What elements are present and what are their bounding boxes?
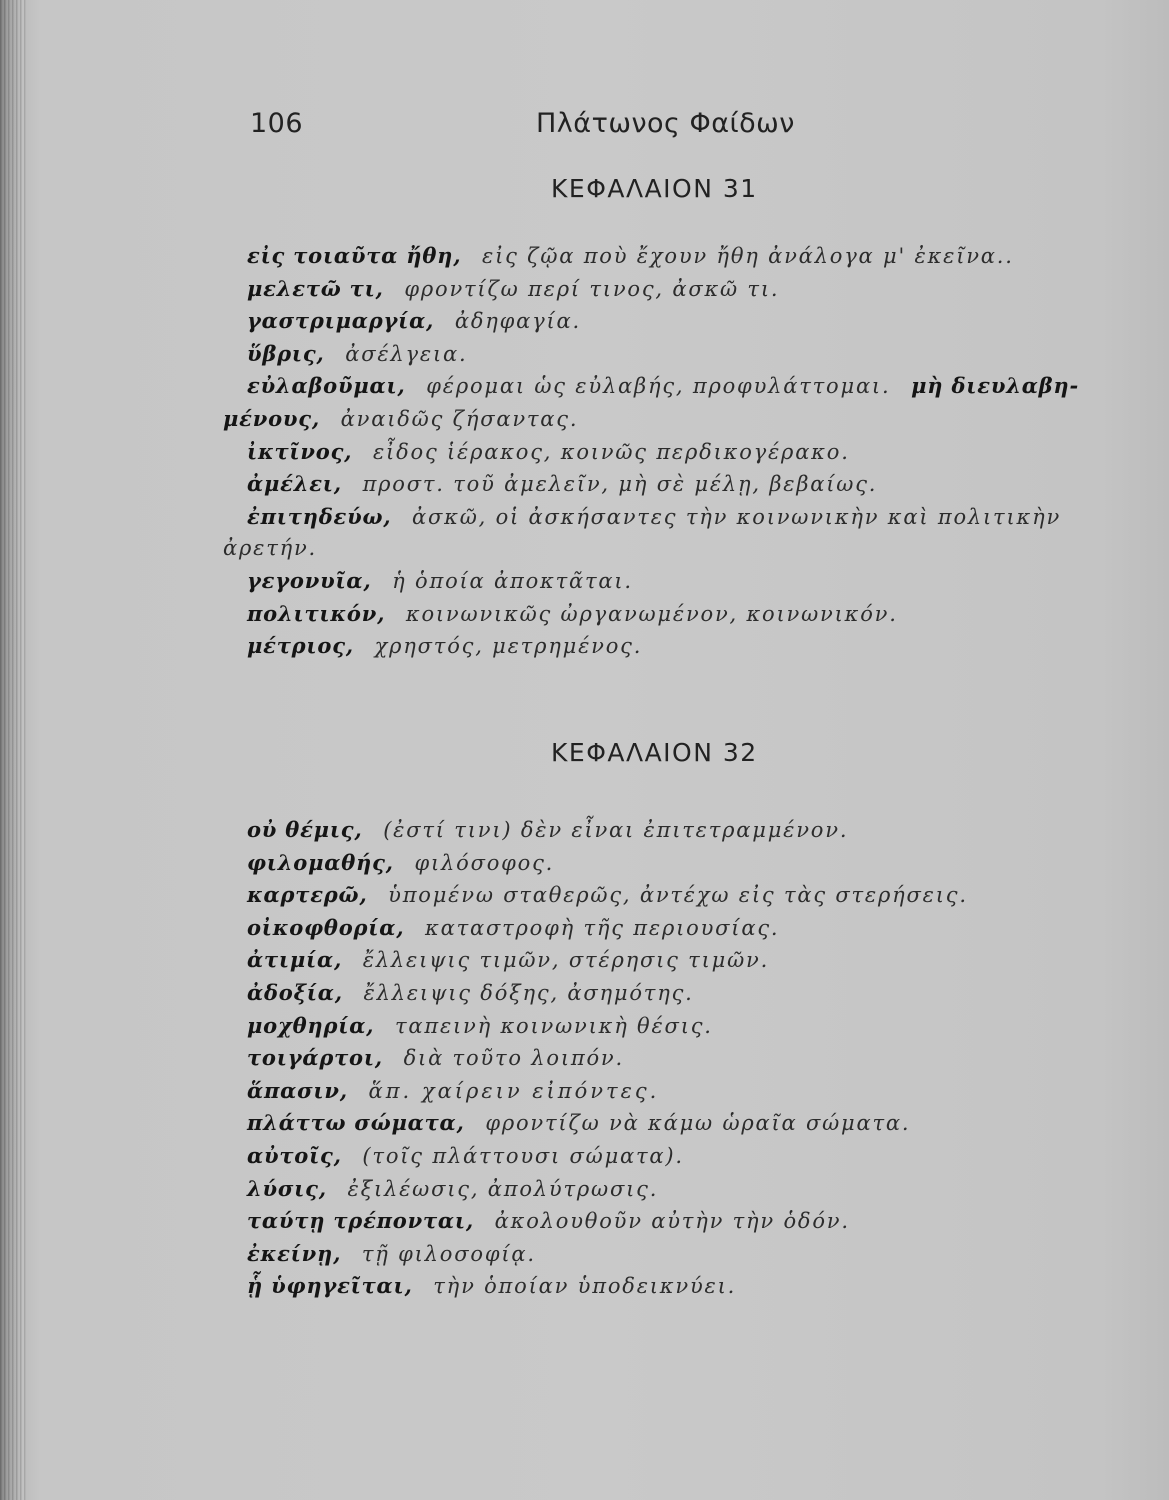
glossary-term: ἰκτῖνος, xyxy=(247,438,353,464)
glossary-definition: ἔλλειψις τιμῶν, στέρησις τιμῶν. xyxy=(362,948,770,973)
glossary-entry xyxy=(0,436,1169,469)
glossary-term: ᾗ ὑφηγεῖται, xyxy=(247,1273,413,1299)
glossary-term: αὐτοῖς, xyxy=(247,1142,342,1168)
glossary-term: εἰς τοιαῦτα ἤθη, xyxy=(247,243,462,268)
glossary-entry xyxy=(0,468,1169,501)
glossary-entry xyxy=(0,977,1169,1010)
glossary-term: ἐπιτηδεύω, xyxy=(247,503,392,529)
chapter-heading-31 xyxy=(0,174,1169,214)
glossary-entry xyxy=(0,814,1169,847)
glossary-definition: φέρομαι ὡς εὐλαβής, προφυλάττομαι. xyxy=(426,374,891,399)
glossary-entry xyxy=(0,305,1169,338)
glossary-list-chapter-31 xyxy=(0,240,1169,663)
glossary-term-secondary: μὴ διευλαβη- xyxy=(911,373,1080,399)
glossary-definition: ἡ ὁποία ἀποκτᾶται. xyxy=(392,568,633,593)
glossary-definition: φροντίζω περί τινος, ἀσκῶ τι. xyxy=(404,276,780,301)
glossary-term: λύσις, xyxy=(247,1175,327,1201)
glossary-term: ἀμέλει, xyxy=(247,471,342,497)
glossary-definition: ἔλλειψις δόξης, ἀσημότης. xyxy=(363,980,694,1005)
glossary-entry xyxy=(0,1075,1169,1108)
glossary-list-chapter-32 xyxy=(0,814,1169,1303)
glossary-definition-continuation: ἀρετήν. xyxy=(223,536,318,561)
glossary-definition: χρηστός, μετρημένος. xyxy=(374,634,643,659)
glossary-entry xyxy=(0,1205,1169,1238)
glossary-definition: ἅπ. χαίρειν εἰπόντες. xyxy=(368,1078,660,1103)
glossary-entry xyxy=(0,1140,1169,1173)
glossary-term: ταύτῃ τρέπονται, xyxy=(247,1208,474,1234)
glossary-term: ὕβρις, xyxy=(247,340,325,366)
glossary-definition: ἐξιλέωσις, ἀπολύτρωσις. xyxy=(347,1176,659,1201)
glossary-definition: προστ. τοῦ ἀμελεῖν, μὴ σὲ μέλῃ, βεβαίως. xyxy=(362,472,878,497)
glossary-definition: εἶδος ἱέρακος, κοινῶς περδικογέρακο. xyxy=(372,439,850,464)
glossary-entry xyxy=(0,598,1169,631)
glossary-definition-continuation: ἀναιδῶς ζήσαντας. xyxy=(340,406,579,431)
glossary-term: οὐ θέμις, xyxy=(247,817,363,842)
glossary-continuation-line xyxy=(223,533,1139,565)
glossary-term: τοιγάρτοι, xyxy=(247,1045,383,1071)
glossary-definition: καταστροφὴ τῆς περιουσίας. xyxy=(425,915,780,940)
running-head xyxy=(0,108,1169,148)
glossary-term: πλάττω σώματα, xyxy=(247,1110,465,1136)
chapter-title: ΚΕΦΑΛΑΙΟΝ 32 xyxy=(551,738,758,767)
chapter-title: ΚΕΦΑΛΑΙΟΝ 31 xyxy=(551,174,758,203)
glossary-term: εὐλαβοῦμαι, xyxy=(247,373,406,399)
glossary-term: γεγονυῖα, xyxy=(247,567,372,593)
glossary-term: ἐκείνῃ, xyxy=(247,1240,342,1266)
glossary-term: πολιτικόν, xyxy=(247,600,386,626)
glossary-entry xyxy=(0,1042,1169,1075)
glossary-entry xyxy=(0,1238,1169,1271)
glossary-term: μοχθηρία, xyxy=(247,1012,375,1038)
glossary-definition: ἀσέλγεια. xyxy=(345,341,468,366)
glossary-entry xyxy=(0,1270,1169,1303)
glossary-entry xyxy=(0,879,1169,912)
glossary-definition: φροντίζω νὰ κάμω ὡραῖα σώματα. xyxy=(485,1111,911,1136)
glossary-entry xyxy=(0,501,1169,565)
glossary-continuation-line xyxy=(223,403,1139,436)
glossary-entry xyxy=(0,273,1169,306)
glossary-definition: ἀδηφαγία. xyxy=(454,309,581,334)
glossary-term: μελετῶ τι, xyxy=(247,275,384,301)
glossary-entry xyxy=(0,847,1169,880)
glossary-entry xyxy=(0,1010,1169,1043)
glossary-definition: ἀσκῶ, οἱ ἀσκήσαντες τὴν κοινωνικὴν καὶ πολιτικὴν xyxy=(412,504,1062,529)
page-number: 106 xyxy=(250,108,304,139)
chapter-heading-32 xyxy=(0,738,1169,778)
glossary-definition: τῇ φιλοσοφίᾳ. xyxy=(361,1241,536,1266)
glossary-term: γαστριμαργία, xyxy=(247,308,435,334)
glossary-term: καρτερῶ, xyxy=(247,882,368,908)
glossary-definition: ταπεινὴ κοινωνικὴ θέσις. xyxy=(394,1013,713,1038)
glossary-entry xyxy=(0,338,1169,371)
glossary-definition: τὴν ὁποίαν ὑποδεικνύει. xyxy=(433,1274,737,1299)
glossary-term: μέτριος, xyxy=(247,633,354,659)
glossary-definition: διὰ τοῦτο λοιπόν. xyxy=(403,1046,624,1071)
glossary-term: ἅπασιν, xyxy=(247,1077,348,1103)
glossary-term: οἰκοφθορία, xyxy=(247,914,405,940)
glossary-entry xyxy=(0,370,1169,435)
glossary-definition: ἀκολουθοῦν αὐτὴν τὴν ὁδόν. xyxy=(494,1209,850,1234)
glossary-entry xyxy=(0,944,1169,977)
glossary-definition: ὑπομένω σταθερῶς, ἀντέχω εἰς τὰς στερήσεις. xyxy=(388,883,968,908)
glossary-definition: κοινωνικῶς ὠργανωμένον, κοινωνικόν. xyxy=(405,601,898,626)
glossary-definition: φιλόσοφος. xyxy=(414,850,555,875)
glossary-term-continuation: μένους, xyxy=(223,405,320,431)
glossary-definition: (τοῖς πλάττουσι σώματα). xyxy=(362,1143,684,1168)
glossary-definition: εἰς ζῷα ποὺ ἔχουν ἤθη ἀνάλογα μ' ἐκεῖνα.. xyxy=(482,244,1014,268)
glossary-entry xyxy=(0,565,1169,598)
glossary-entry xyxy=(0,1107,1169,1140)
glossary-entry xyxy=(0,912,1169,945)
glossary-entry xyxy=(0,240,1169,273)
glossary-term: φιλομαθής, xyxy=(247,849,394,875)
book-title: Πλάτωνος Φαίδων xyxy=(536,108,795,139)
glossary-term: ἀτιμία, xyxy=(247,947,343,973)
glossary-entry xyxy=(0,1173,1169,1206)
glossary-definition: (ἐστί τινι) δὲν εἶναι ἐπιτετραμμένον. xyxy=(383,818,849,842)
glossary-entry xyxy=(0,630,1169,663)
glossary-term: ἀδοξία, xyxy=(247,979,343,1005)
